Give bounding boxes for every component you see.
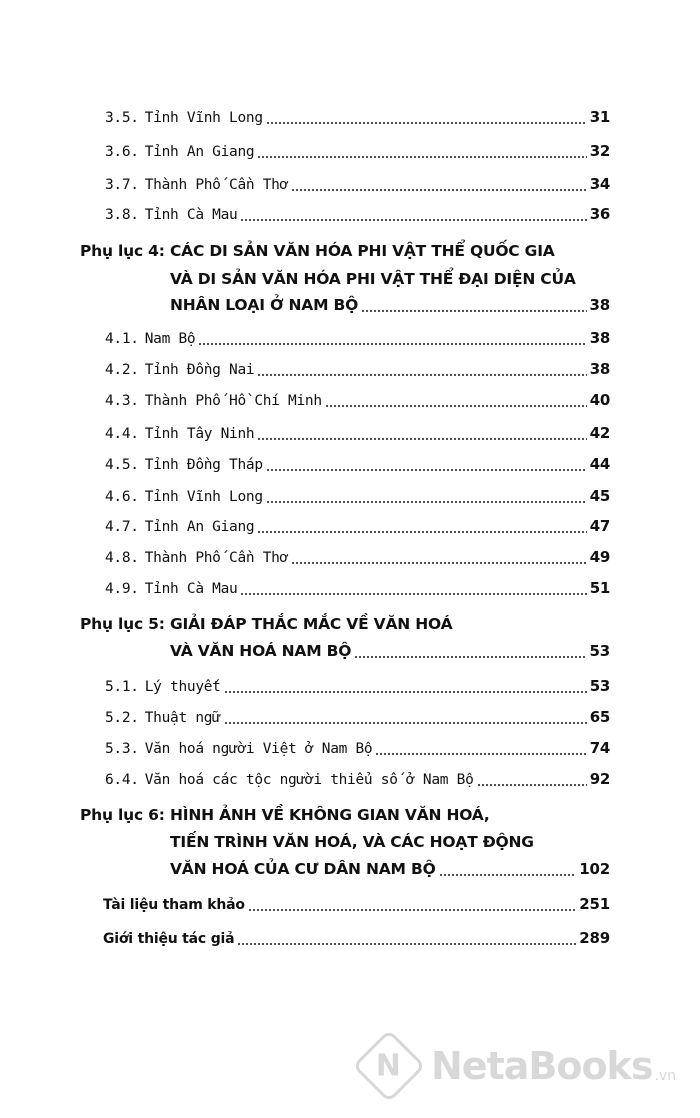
entry-number: 3.7. (105, 177, 139, 193)
dot-leader (248, 899, 576, 913)
dot-leader (257, 428, 586, 442)
entry-number: 3.6. (105, 144, 139, 160)
entry-page: 45 (589, 487, 610, 505)
dot-leader (257, 521, 586, 535)
entry-title: Tỉnh Vĩnh Long (144, 110, 263, 126)
appendix-6-title-line3 (170, 860, 610, 878)
toc-entry (105, 487, 610, 505)
dot-leader (354, 646, 586, 660)
entry-title: Tỉnh Vĩnh Long (144, 489, 263, 505)
dot-leader (198, 333, 586, 347)
entry-number: 5.3. (105, 741, 139, 757)
entry-page: 47 (589, 517, 610, 535)
entry-number: 5.1. (105, 679, 139, 695)
entry-number: 3.5. (105, 110, 139, 126)
entry-title: Thành Phố Hồ Chí Minh (144, 393, 322, 409)
dot-leader (257, 146, 586, 160)
entry-number: 4.2. (105, 362, 139, 378)
entry-number: 4.3. (105, 393, 139, 409)
toc-entry (105, 329, 610, 347)
entry-title: Tỉnh An Giang (144, 144, 255, 160)
toc-entry (105, 175, 610, 193)
entry-page: 92 (589, 770, 610, 788)
entry-title: Lý thuyết (144, 679, 221, 695)
entry-page: 38 (589, 329, 610, 347)
entry-title: Tỉnh Cà Mau (144, 581, 238, 597)
toc-entry (105, 548, 610, 566)
dot-leader (257, 364, 586, 378)
appendix-5-prefix: Phụ lục 5: (80, 615, 165, 633)
entry-number: 4.4. (105, 426, 139, 442)
dot-leader (477, 774, 587, 788)
entry-number: 3.8. (105, 207, 139, 223)
entry-title: Tỉnh Đồng Tháp (144, 457, 263, 473)
entry-title: Tài liệu tham khảo (103, 897, 245, 913)
entry-title: Giới thiệu tác giả (103, 931, 235, 947)
appendix-6-title-line2: TIẾN TRÌNH VĂN HOÁ, VÀ CÁC HOẠT ĐỘNG (170, 833, 534, 851)
entry-page: 42 (589, 424, 610, 442)
entry-title: Thành Phố Cần Thơ (144, 550, 289, 566)
entry-number: 4.5. (105, 457, 139, 473)
dot-leader (291, 179, 587, 193)
toc-entry (105, 108, 610, 126)
dot-leader (224, 712, 587, 726)
toc-entry-author (103, 929, 610, 947)
dot-leader (439, 864, 577, 878)
appendix-6-prefix: Phụ lục 6: (80, 806, 165, 824)
entry-page: 34 (589, 175, 610, 193)
entry-number: 5.2. (105, 710, 139, 726)
dot-leader (240, 583, 586, 597)
appendix-6-title-line1: HÌNH ẢNH VỀ KHÔNG GIAN VĂN HOÁ, (170, 806, 490, 824)
toc-entry (105, 579, 610, 597)
netabooks-watermark (363, 1040, 676, 1092)
toc-entry (105, 517, 610, 535)
appendix-4-title-line1: CÁC DI SẢN VĂN HÓA PHI VẬT THỂ QUỐC GIA (170, 242, 555, 260)
dot-leader (291, 552, 587, 566)
dot-leader (266, 112, 587, 126)
entry-page: 251 (579, 895, 610, 913)
entry-title: Tỉnh Cà Mau (144, 207, 238, 223)
entry-page: 102 (579, 860, 610, 878)
entry-page: 65 (589, 708, 610, 726)
dot-leader (375, 743, 586, 757)
toc-entry (105, 360, 610, 378)
toc-entry-references (103, 895, 610, 913)
toc-entry (105, 424, 610, 442)
entry-page: 44 (589, 455, 610, 473)
toc-entry (105, 142, 610, 160)
entry-page: 36 (589, 205, 610, 223)
entry-title: VÀ VĂN HOÁ NAM BỘ (170, 642, 352, 660)
appendix-4-prefix: Phụ lục 4: (80, 242, 165, 260)
entry-page: 40 (589, 391, 610, 409)
entry-title: Thuật ngữ (144, 710, 221, 726)
toc-entry (105, 708, 610, 726)
toc-entry (105, 205, 610, 223)
entry-title: Văn hoá người Việt ở Nam Bộ (144, 741, 373, 757)
entry-page: 38 (589, 360, 610, 378)
dot-leader (240, 209, 586, 223)
entry-number: 4.1. (105, 331, 139, 347)
toc-entry (105, 391, 610, 409)
appendix-4-title-line2: VÀ DI SẢN VĂN HÓA PHI VẬT THỂ ĐẠI DIỆN CỦA (170, 270, 576, 288)
toc-entry (105, 677, 610, 695)
entry-page: 53 (589, 677, 610, 695)
entry-title: Tỉnh Tây Ninh (144, 426, 255, 442)
dot-leader (237, 933, 576, 947)
netabooks-logo-icon (352, 1029, 426, 1103)
dot-leader (266, 459, 587, 473)
dot-leader (325, 395, 587, 409)
entry-page: 51 (589, 579, 610, 597)
entry-title: VĂN HOÁ CỦA CƯ DÂN NAM BỘ (170, 860, 436, 878)
entry-title: Tỉnh Đồng Nai (144, 362, 255, 378)
watermark-suffix: .vn (654, 1068, 677, 1084)
entry-title: Văn hoá các tộc người thiểu số ở Nam Bộ (144, 772, 474, 788)
entry-page: 74 (589, 739, 610, 757)
entry-number: 4.7. (105, 519, 139, 535)
entry-title: Nam Bộ (144, 331, 196, 347)
entry-page: 289 (579, 929, 610, 947)
entry-title: Thành Phố Cần Thơ (144, 177, 289, 193)
entry-page: 49 (589, 548, 610, 566)
entry-page: 32 (589, 142, 610, 160)
entry-number: 4.9. (105, 581, 139, 597)
toc-entry (105, 455, 610, 473)
appendix-5-title-line1: GIẢI ĐÁP THẮC MẮC VỀ VĂN HOÁ (170, 615, 453, 633)
appendix-4-title-line3 (170, 296, 610, 314)
entry-page: 53 (589, 642, 610, 660)
watermark-brand: NetaBooks (431, 1044, 653, 1088)
entry-title: Tỉnh An Giang (144, 519, 255, 535)
entry-number: 4.8. (105, 550, 139, 566)
entry-page: 38 (589, 296, 610, 314)
entry-page: 31 (589, 108, 610, 126)
entry-title: NHÂN LOẠI Ở NAM BỘ (170, 296, 359, 314)
dot-leader (361, 300, 586, 314)
entry-number: 6.4. (105, 772, 139, 788)
logo-letter: N (376, 1048, 402, 1084)
toc-entry (105, 770, 610, 788)
entry-number: 4.6. (105, 489, 139, 505)
appendix-5-title-line2 (170, 642, 610, 660)
dot-leader (266, 491, 587, 505)
toc-entry (105, 739, 610, 757)
dot-leader (224, 681, 587, 695)
